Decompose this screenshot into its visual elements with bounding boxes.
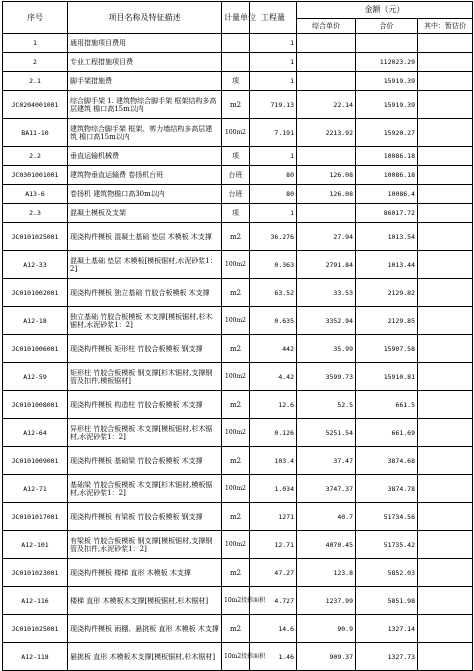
row-seq: 2.2 <box>3 147 68 166</box>
row-estimate <box>418 279 473 307</box>
row-name: 有梁板 竹胶合板模板 钢支撑[模板锯材,支撑钢管及扣件,水泥砂浆1：2] <box>68 531 222 559</box>
row-seq: JC0101008001 <box>3 391 68 419</box>
row-unit-price: 126.08 <box>297 185 356 204</box>
row-unit: 100m2 <box>222 363 250 391</box>
row-total: 2129.85 <box>356 307 418 335</box>
row-total: 10086.18 <box>356 166 418 185</box>
row-unit: 100m2 <box>222 307 250 335</box>
row-estimate <box>418 335 473 363</box>
table-row <box>3 307 473 335</box>
row-unit-price: 1237.99 <box>297 587 356 615</box>
table-row <box>3 643 473 671</box>
table-row <box>3 391 473 419</box>
row-unit-price: 4070.45 <box>297 531 356 559</box>
row-seq: 1 <box>3 34 68 53</box>
row-unit: 台班 <box>222 185 250 204</box>
row-name: 现浇构件模板 构造柱 竹胶合板模板 木支撑 <box>68 391 222 419</box>
row-seq: JC0101009001 <box>3 447 68 475</box>
table-row <box>3 447 473 475</box>
row-qty: 1 <box>250 34 297 53</box>
row-seq: A12-33 <box>3 251 68 279</box>
row-seq: A12-71 <box>3 475 68 503</box>
row-seq: 2.1 <box>3 72 68 91</box>
row-unit: 100m2 <box>222 119 250 147</box>
row-total: 2129.82 <box>356 279 418 307</box>
row-total: 51734.56 <box>356 503 418 531</box>
row-unit <box>222 53 250 72</box>
row-total: 3874.78 <box>356 475 418 503</box>
row-estimate <box>418 419 473 447</box>
row-unit-price: 2791.84 <box>297 251 356 279</box>
row-estimate <box>418 587 473 615</box>
row-seq: A12-18 <box>3 307 68 335</box>
row-qty: 4.727 <box>250 587 297 615</box>
row-unit: 项 <box>222 147 250 166</box>
row-total <box>356 34 418 53</box>
row-name: 现浇构件模板 矩形柱 竹胶合板模板 钢支撑 <box>68 335 222 363</box>
row-estimate <box>418 91 473 119</box>
row-total: 15919.39 <box>356 72 418 91</box>
row-name: 现浇构件模板 独立基础 竹胶合板模板 木支撑 <box>68 279 222 307</box>
row-qty: 1.034 <box>250 475 297 503</box>
row-unit-price <box>297 34 356 53</box>
row-total: 10086.18 <box>356 147 418 166</box>
row-total: 10086.4 <box>356 185 418 204</box>
row-seq: A12-116 <box>3 587 68 615</box>
row-unit-price: 3352.94 <box>297 307 356 335</box>
row-name: 现浇构件模板 楼梯 直形 木模板 木支撑 <box>68 559 222 587</box>
row-total: 15920.27 <box>356 119 418 147</box>
row-name: 现浇构件模板 雨棚、悬挑板 直形 木模板 木支撑 <box>68 615 222 643</box>
row-name: 现浇构件模板 混凝土基础 垫层 木模板 木支撑 <box>68 223 222 251</box>
row-name: 基础梁 竹胶合板模板 木支撑[杉木锯材,模板锯材,水泥砂浆1：2] <box>68 475 222 503</box>
row-name: 垂直运输机械费 <box>68 147 222 166</box>
row-unit: m2 <box>222 223 250 251</box>
row-name: 卷扬机 建筑物檐口高30m以内 <box>68 185 222 204</box>
header-seq: 序号 <box>3 2 68 34</box>
row-unit-price: 90.9 <box>297 615 356 643</box>
row-qty: 0.126 <box>250 419 297 447</box>
row-name: 建筑物综合脚手架 框架、剪力墙结构多高层建筑 檐口高15m以内 <box>68 119 222 147</box>
row-total: 15907.58 <box>356 335 418 363</box>
row-qty: 103.4 <box>250 447 297 475</box>
row-name: 现浇构件模板 有梁板 竹胶合板模板 钢支撑 <box>68 503 222 531</box>
row-unit-price: 52.5 <box>297 391 356 419</box>
row-name: 混凝土模板及支架 <box>68 204 222 223</box>
row-qty: 719.13 <box>250 91 297 119</box>
row-qty: 1.46 <box>250 643 297 671</box>
row-name: 异形柱 竹胶合板模板 木支撑[模板锯材,杉木锯材,水泥砂浆1：2] <box>68 419 222 447</box>
table-row <box>3 91 473 119</box>
row-seq: 2 <box>3 53 68 72</box>
row-qty: 0.635 <box>250 307 297 335</box>
row-qty: 12.71 <box>250 531 297 559</box>
row-qty: 0.363 <box>250 251 297 279</box>
table-body <box>3 34 473 671</box>
row-estimate <box>418 251 473 279</box>
row-seq: BA11-10 <box>3 119 68 147</box>
header-unit: 计量单位 <box>222 2 250 34</box>
row-unit <box>222 34 250 53</box>
row-qty: 7.191 <box>250 119 297 147</box>
row-estimate <box>418 363 473 391</box>
row-estimate <box>418 185 473 204</box>
row-qty: 36.276 <box>250 223 297 251</box>
row-unit-price: 22.14 <box>297 91 356 119</box>
row-seq: JC0101002001 <box>3 279 68 307</box>
row-name: 建筑物垂直运输费 卷扬机台班 <box>68 166 222 185</box>
row-total: 661.5 <box>356 391 418 419</box>
table-row <box>3 204 473 223</box>
row-estimate <box>418 615 473 643</box>
table-row <box>3 615 473 643</box>
row-total: 1013.44 <box>356 251 418 279</box>
table-row <box>3 419 473 447</box>
row-unit: 项 <box>222 72 250 91</box>
row-seq: JC0301001001 <box>3 166 68 185</box>
row-name: 楼梯 直形 木模板木支撑[模板锯材,杉木锯材] <box>68 587 222 615</box>
row-total: 661.69 <box>356 419 418 447</box>
row-qty: 63.52 <box>250 279 297 307</box>
row-seq: JC0101025001 <box>3 615 68 643</box>
row-unit: 10m2投影面积 <box>222 587 250 615</box>
row-unit-price: 5251.54 <box>297 419 356 447</box>
row-unit: 100m2 <box>222 531 250 559</box>
row-qty: 1 <box>250 147 297 166</box>
row-name: 现浇构件模板 基础梁 竹胶合板模板 木支撑 <box>68 447 222 475</box>
row-name: 脚手架措施费 <box>68 72 222 91</box>
row-estimate <box>418 223 473 251</box>
row-unit: m2 <box>222 391 250 419</box>
row-total: 5852.03 <box>356 559 418 587</box>
row-unit-price: 3599.73 <box>297 363 356 391</box>
row-unit: 项 <box>222 204 250 223</box>
row-total: 112023.29 <box>356 53 418 72</box>
table-header <box>3 2 473 34</box>
row-seq: JC0101017001 <box>3 503 68 531</box>
row-qty: 4.42 <box>250 363 297 391</box>
row-estimate <box>418 531 473 559</box>
row-unit: m2 <box>222 615 250 643</box>
row-unit: 100m2 <box>222 475 250 503</box>
table-row <box>3 166 473 185</box>
row-name: 独立基础 竹胶合板模板 木支撑[模板锯材,杉木锯材,水泥砂浆1：2] <box>68 307 222 335</box>
table-row <box>3 147 473 166</box>
table-row <box>3 587 473 615</box>
table-row <box>3 119 473 147</box>
row-total: 1327.14 <box>356 615 418 643</box>
row-estimate <box>418 119 473 147</box>
row-unit: 10m2投影面积 <box>222 643 250 671</box>
row-name: 通用措施项目费用 <box>68 34 222 53</box>
row-qty: 1 <box>250 204 297 223</box>
row-qty: 1 <box>250 53 297 72</box>
table-row <box>3 475 473 503</box>
table-row <box>3 279 473 307</box>
row-unit: m2 <box>222 279 250 307</box>
row-unit: 100m2 <box>222 419 250 447</box>
row-estimate <box>418 204 473 223</box>
row-estimate <box>418 166 473 185</box>
row-seq: A12-118 <box>3 643 68 671</box>
row-unit-price: 40.7 <box>297 503 356 531</box>
row-unit-price <box>297 53 356 72</box>
row-total: 15919.39 <box>356 91 418 119</box>
row-name: 专业工程措施项目费 <box>68 53 222 72</box>
table-row <box>3 503 473 531</box>
row-estimate <box>418 559 473 587</box>
row-qty: 80 <box>250 166 297 185</box>
row-total: 15910.81 <box>356 363 418 391</box>
row-estimate <box>418 53 473 72</box>
row-estimate <box>418 447 473 475</box>
row-total: 51735.42 <box>356 531 418 559</box>
row-estimate <box>418 72 473 91</box>
table-row <box>3 251 473 279</box>
row-unit-price <box>297 72 356 91</box>
row-estimate <box>418 147 473 166</box>
table-row <box>3 363 473 391</box>
header-estimate: 其中：暂估价 <box>418 19 473 34</box>
row-unit-price: 3747.37 <box>297 475 356 503</box>
table-row <box>3 559 473 587</box>
row-unit-price: 909.37 <box>297 643 356 671</box>
row-name: 悬挑板 直形 木模板木支撑[模板锯材,杉木锯材] <box>68 643 222 671</box>
row-qty: 1 <box>250 72 297 91</box>
row-seq: A13-6 <box>3 185 68 204</box>
row-unit: m2 <box>222 335 250 363</box>
row-unit: 台班 <box>222 166 250 185</box>
row-total: 86017.72 <box>356 204 418 223</box>
row-unit-price: 27.94 <box>297 223 356 251</box>
header-total: 合价 <box>356 19 418 34</box>
row-seq: 2.3 <box>3 204 68 223</box>
row-total: 1327.73 <box>356 643 418 671</box>
header-unit-price: 综合单价 <box>297 19 356 34</box>
row-estimate <box>418 34 473 53</box>
row-unit: m2 <box>222 503 250 531</box>
row-unit: 100m2 <box>222 251 250 279</box>
header-qty: 工程量 <box>250 2 297 34</box>
row-qty: 14.6 <box>250 615 297 643</box>
row-name: 混凝土基础 垫层 木模板[模板锯材,水泥砂浆1：2] <box>68 251 222 279</box>
table-row <box>3 72 473 91</box>
row-unit-price: 37.47 <box>297 447 356 475</box>
row-seq: JC0204001001 <box>3 91 68 119</box>
row-estimate <box>418 475 473 503</box>
row-seq: A12-64 <box>3 419 68 447</box>
row-seq: A12-101 <box>3 531 68 559</box>
row-seq: JC0101006001 <box>3 335 68 363</box>
row-seq: JC0101025001 <box>3 223 68 251</box>
row-unit-price: 2213.92 <box>297 119 356 147</box>
header-name: 项目名称及特征描述 <box>68 2 222 34</box>
table-row <box>3 223 473 251</box>
row-unit-price <box>297 147 356 166</box>
row-estimate <box>418 307 473 335</box>
row-total: 1013.54 <box>356 223 418 251</box>
table-row <box>3 53 473 72</box>
row-qty: 12.6 <box>250 391 297 419</box>
row-qty: 80 <box>250 185 297 204</box>
row-qty: 442 <box>250 335 297 363</box>
row-name: 矩形柱 竹胶合板模板 钢支撑[杉木锯材,支撑钢管及扣件,模板锯材] <box>68 363 222 391</box>
row-unit-price: 126.08 <box>297 166 356 185</box>
table-row <box>3 335 473 363</box>
bill-of-quantities-table <box>2 1 473 671</box>
row-unit: m2 <box>222 447 250 475</box>
row-unit-price: 33.53 <box>297 279 356 307</box>
row-qty: 1271 <box>250 503 297 531</box>
row-unit-price <box>297 204 356 223</box>
table-row <box>3 34 473 53</box>
row-unit-price: 123.8 <box>297 559 356 587</box>
row-total: 5851.98 <box>356 587 418 615</box>
row-estimate <box>418 391 473 419</box>
row-unit: m2 <box>222 559 250 587</box>
row-seq: A12-59 <box>3 363 68 391</box>
row-total: 3874.68 <box>356 447 418 475</box>
row-unit: m2 <box>222 91 250 119</box>
row-unit-price: 35.99 <box>297 335 356 363</box>
header-amount: 金额（元） <box>297 2 473 19</box>
table-row <box>3 531 473 559</box>
row-seq: JC0101023001 <box>3 559 68 587</box>
row-estimate <box>418 503 473 531</box>
row-estimate <box>418 643 473 671</box>
row-name: 综合脚手架 1. 建筑物综合脚手架 框架结构多高层建筑 檐口高15m以内 <box>68 91 222 119</box>
row-qty: 47.27 <box>250 559 297 587</box>
table-row <box>3 185 473 204</box>
